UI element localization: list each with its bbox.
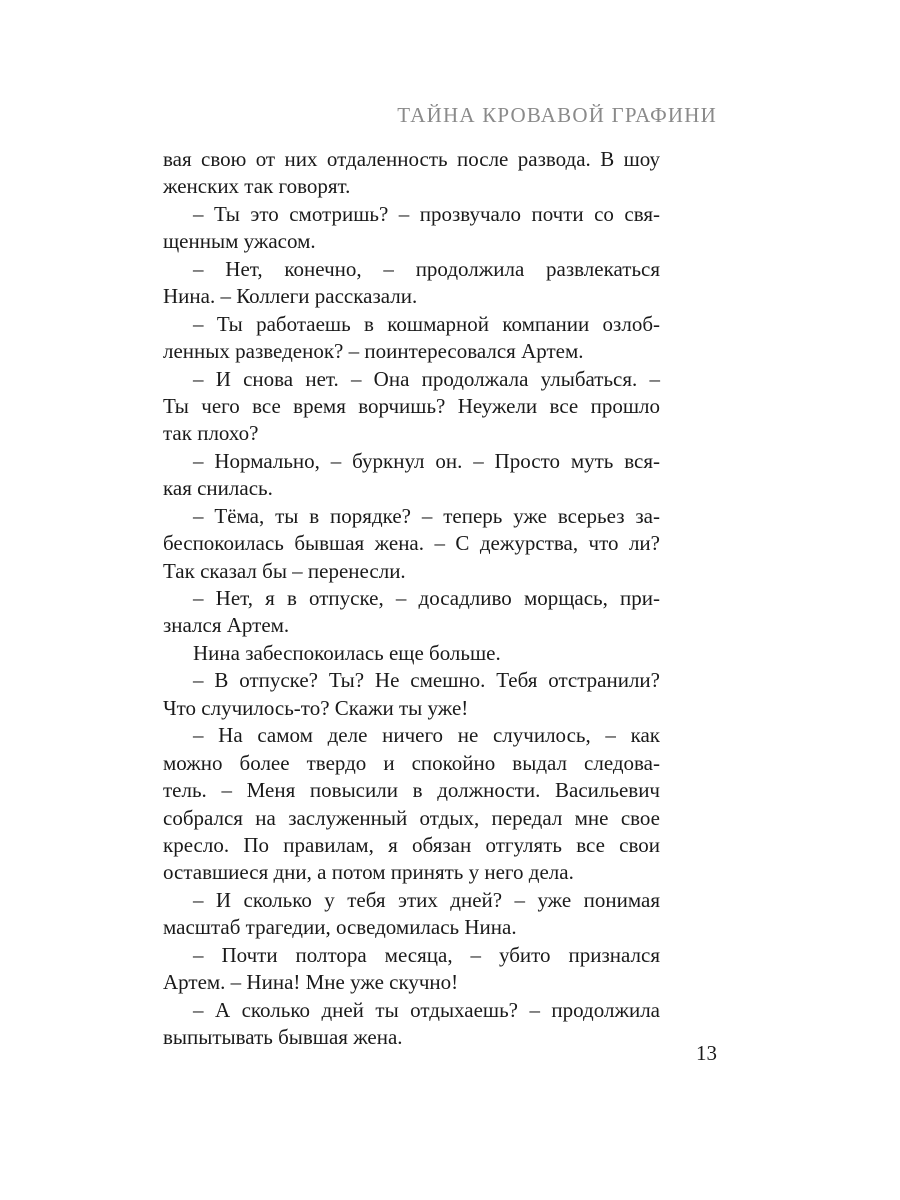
text-line: оставшиеся дни, а потом принять у него дела. — [163, 860, 574, 885]
text-line: – Нет, я в отпуске, – досадливо морщась, при- — [193, 586, 660, 610]
text-line: беспокоилась бывшая жена. – С дежурства, что ли? — [163, 531, 660, 556]
text-line: женских так говорят. — [163, 174, 351, 199]
text-line: выпытывать бывшая жена. — [163, 1025, 403, 1049]
text-line: – И снова нет. – Она продолжала улыбаться. – — [193, 366, 660, 391]
body-text — [163, 146, 660, 1051]
text-line: – Тёма, ты в порядке? – теперь уже всерьез за- — [193, 503, 660, 528]
text-line: Так сказал бы – перенесли. — [163, 558, 406, 583]
text-line: вая свою от них отдаленность после развода. В шоу — [163, 147, 660, 171]
page-number: 13 — [696, 1041, 717, 1065]
text-line: ленных разведенок? – поинтересовался Артем. — [163, 339, 584, 364]
running-header-title: ТАЙНА КРОВАВОЙ ГРАФИНИ — [397, 103, 717, 127]
text-line: кресло. По правилам, я обязан отгулять все свои — [163, 832, 660, 857]
text-line: знался Артем. — [163, 613, 290, 638]
text-line: Ты чего все время ворчишь? Неужели все прошло — [163, 393, 660, 418]
text-line: – Ты это смотришь? – прозвучало почти со свя- — [193, 201, 660, 226]
text-line: Нина забеспокоилась еще больше. — [193, 640, 501, 665]
text-line: – Нет, конечно, – продолжила развлекаться — [193, 256, 660, 281]
text-line: – И сколько у тебя этих дней? – уже понимая — [193, 887, 660, 912]
text-line: – Ты работаешь в кошмарной компании озлоб- — [193, 311, 660, 336]
text-line: так плохо? — [163, 421, 259, 446]
text-line: кая снилась. — [163, 476, 273, 501]
text-line: щенным ужасом. — [163, 229, 316, 254]
text-line: Артем. – Нина! Мне уже скучно! — [163, 970, 459, 995]
text-line: – В отпуске? Ты? Не смешно. Тебя отстранили? — [193, 668, 660, 693]
text-line: масштаб трагедии, осведомилась Нина. — [163, 915, 517, 940]
text-line: Нина. – Коллеги рассказали. — [163, 284, 418, 309]
text-line: – На самом деле ничего не случилось, – как — [193, 723, 660, 748]
text-line: – А сколько дней ты отдыхаешь? – продолжила — [193, 997, 660, 1022]
text-line: собрался на заслуженный отдых, передал мне свое — [163, 805, 660, 830]
text-line: тель. – Меня повысили в должности. Васильевич — [163, 778, 660, 803]
text-line: можно более твердо и спокойно выдал следова- — [163, 750, 660, 775]
text-line: – Нормально, – буркнул он. – Просто муть вся- — [193, 448, 660, 473]
text-line: – Почти полтора месяца, – убито признался — [193, 942, 660, 967]
text-line: Что случилось-то? Скажи ты уже! — [163, 695, 469, 720]
